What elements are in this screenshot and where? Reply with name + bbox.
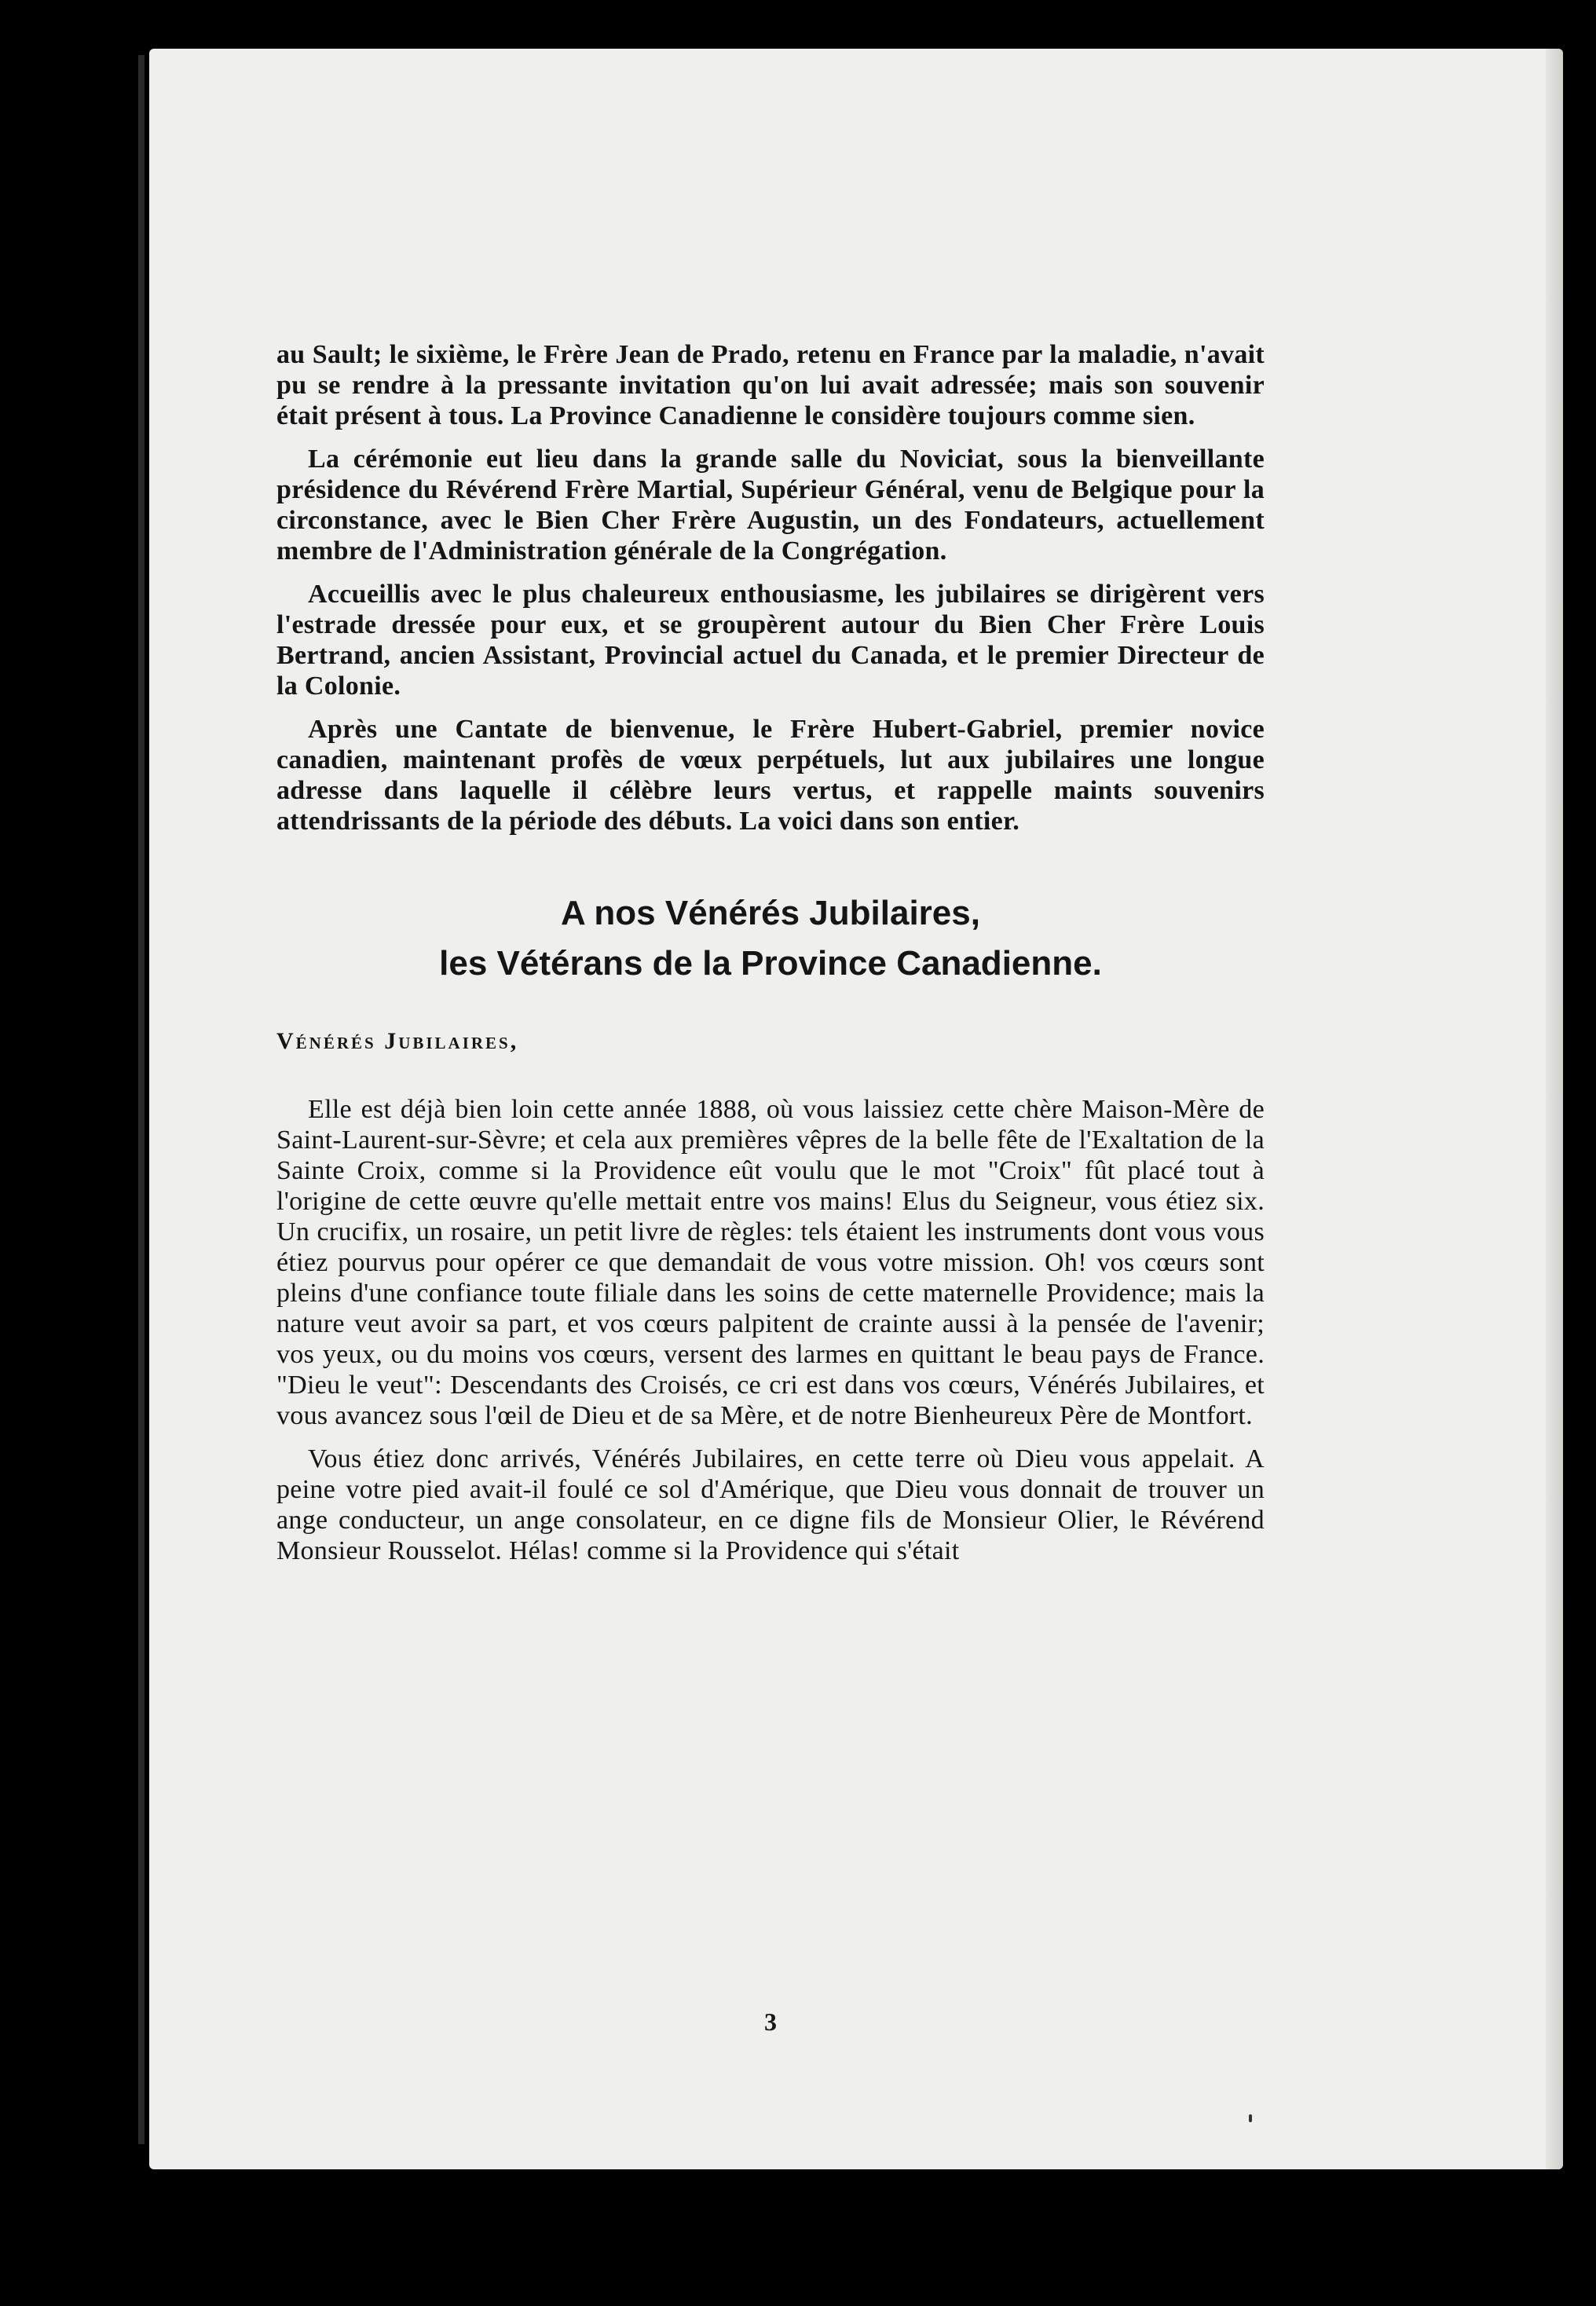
document-page [149, 49, 1563, 2169]
scan-speck [1249, 2114, 1252, 2122]
address-heading-line-2: les Vétérans de la Province Canadienne. [439, 944, 1102, 983]
intro-paragraph-2: La cérémonie eut lieu dans la grande salle du Noviciat, sous la bienveillante présidence du Révérend Frère Martial, Supérieur Général, venu de Belgique pour la circonstance, avec le Bien Cher Frère Augustin, un des Fondateurs, actuellement membre de l'Administration générale de la Congrégation. [276, 445, 1265, 566]
page-edge [1546, 49, 1563, 2169]
page-number: 3 [764, 2008, 777, 2036]
intro-paragraph-3: Accueillis avec le plus chaleureux enthousiasme, les jubilaires se dirigèrent vers l'estrade dressée pour eux, et se groupèrent autour du Bien Cher Frère Louis Bertrand, ancien Assistant, Provincial actuel du Canada, et le premier Directeur de la Colonie. [276, 580, 1265, 701]
address-heading-line-1: A nos Vénérés Jubilaires, [561, 894, 980, 932]
address-heading [276, 888, 1265, 989]
page-content [276, 339, 1265, 2036]
intro-paragraph-1: au Sault; le sixième, le Frère Jean de Prado, retenu en France par la maladie, n'avait pu se rendre à la pressante invitation qu'on lui avait adressée; mais son souvenir était présent à tous. La Province Canadienne le considère toujours comme sien. [276, 340, 1265, 430]
book-spine [138, 55, 145, 2144]
address-paragraph-1: Elle est déjà bien loin cette année 1888, où vous laissiez cette chère Maison-Mère de Saint-Laurent-sur-Sèvre; et cela aux premières vêpres de la belle fête de l'Exaltation de la Sainte Croix, comme si la Providence eût voulu que le mot "Croix" fût placé tout à l'origine de cette œuvre qu'elle mettait entre vos mains! Elus du Seigneur, vous étiez six. Un crucifix, un rosaire, un petit livre de règles: tels étaient les instruments dont vous vous étiez pourvus pour opérer ce que demandait de vous votre mission. Oh! vos cœurs sont pleins d'une confiance toute filiale dans les soins de cette maternelle Providence; mais la nature veut avoir sa part, et vos cœurs palpitent de crainte aussi à la pensée de l'avenir; vos yeux, ou du moins vos cœurs, versent des larmes en quittant le beau pays de France. "Dieu le veut": Descendants des Croisés, ce cri est dans vos cœurs, Vénérés Jubilaires, et vous avancez sous l'œil de Dieu et de sa Mère, et de notre Bienheureux Père de Montfort. [276, 1095, 1265, 1430]
address-paragraph-2: Vous étiez donc arrivés, Vénérés Jubilaires, en cette terre où Dieu vous appelait. A peine votre pied avait-il foulé ce sol d'Amérique, que Dieu vous donnait de trouver un ange conducteur, un ange consolateur, en ce digne fils de Monsieur Olier, le Révérend Monsieur Rousselot. Hélas! comme si la Providence qui s'était [276, 1444, 1265, 1565]
intro-paragraph-4: Après une Cantate de bienvenue, le Frère Hubert-Gabriel, premier novice canadien, maintenant profès de vœux perpétuels, lut aux jubilaires une longue adresse dans laquelle il célèbre leurs vertus, et rappelle maints souvenirs attendrissants de la période des débuts. La voici dans son entier. [276, 715, 1265, 836]
salutation: Vénérés Jubilaires, [276, 1028, 519, 1054]
